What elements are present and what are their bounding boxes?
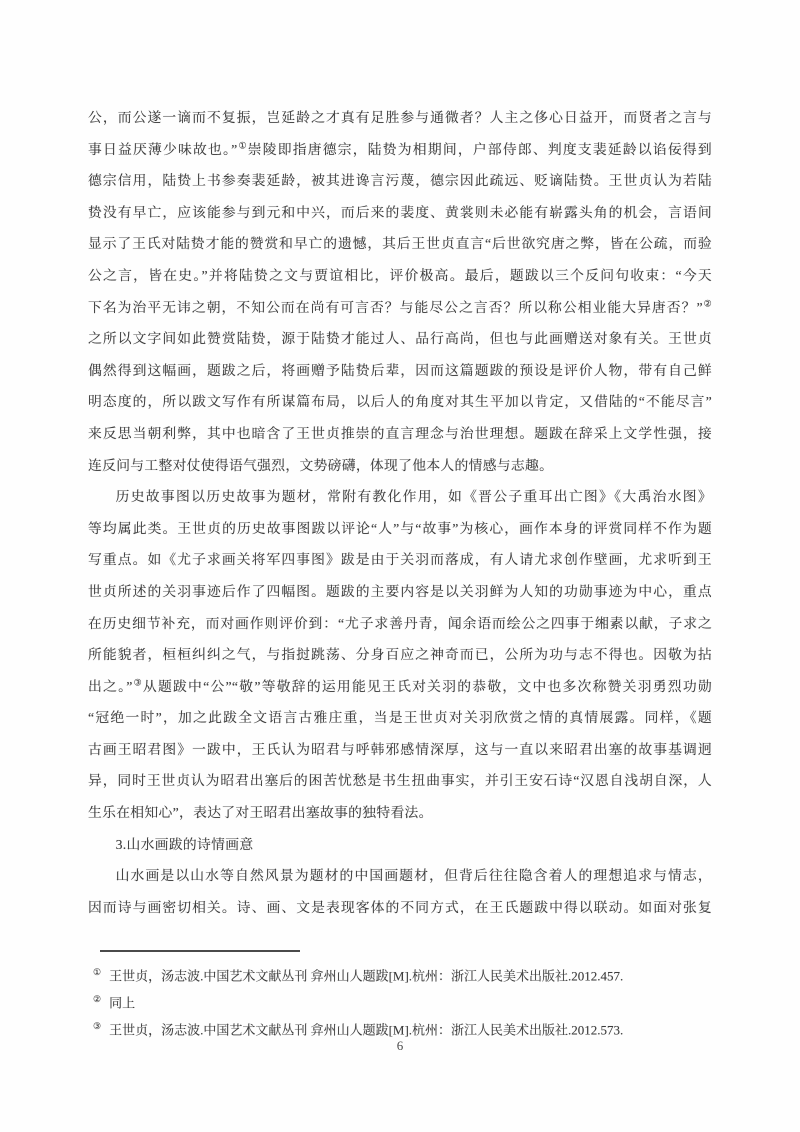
body-line: 生乐在相知心”，表达了对王昭君出塞故事的独特看法。 (88, 805, 433, 821)
body-line: 等均属此类。王世贞的历史故事图跋以评论“人”与“故事”为核心，画作本身的评赏同样不作为题 (88, 520, 712, 536)
body-line: 因而诗与画密切相关。诗、画、文是表现客体的不同方式，在王氏题跋中得以联动。如面对张复 (88, 899, 712, 915)
body-line: 偶然得到这幅画，题跋之后，将画赠予陆贽后辈，因而这篇题跋的预设是评价人物，带有自己鲜 (88, 362, 712, 378)
footnote-marker: ③ (93, 1020, 102, 1031)
body-text (88, 102, 712, 923)
body-line: 来反思当朝利弊，其中也暗含了王世贞推崇的直言理念与治世理想。题跋在辞采上文学性强，接 (88, 425, 712, 441)
body-line: 山水画是以山水等自然风景为题材的中国画题材，但背后往往隐含着人的理想追求与情志， (115, 868, 712, 884)
body-line: 显示了王氏对陆贽才能的赞赏和早亡的遗憾，其后王世贞直言“后世欲究唐之弊，皆在公疏，而验 (88, 236, 712, 252)
body-line: “冠绝一时”，加之此跋全文语言古雅庄重，当是王世贞对关羽欣赏之情的真情展露。同样，《题 (88, 710, 712, 726)
body-line: 世贞所述的关羽事迹后作了四幅图。题跋的主要内容是以关羽鲜为人知的功勋事迹为中心，重点 (88, 583, 712, 599)
section-heading: 3.山水画跋的诗情画意 (115, 836, 254, 852)
body-line: 历史故事图以历史故事为题材，常附有教化作用，如《晋公子重耳出亡图》《大禹治水图》 (115, 489, 712, 505)
body-line: 连反问与工整对仗使得语气强烈，文势磅礴，体现了他本人的情感与志趣。 (88, 457, 554, 473)
body-line: 下名为治平无讳之朝，不知公而在尚有可言否？与能尽公之言否？所以称公相业能大异唐否？”② (88, 297, 712, 315)
body-line: 古画王昭君图》一跋中，王氏认为昭君与呼韩邪感情深厚，这与一直以来昭君出塞的故事基调迥 (88, 741, 712, 757)
footnote-text: 王世贞，汤志波.中国艺术文献丛刊 弇州山人题跋[M].杭州：浙江人民美术出版社.2012.573. (109, 1021, 624, 1037)
footnote-text: 同上 (109, 995, 136, 1011)
body-line: 之所以文字间如此赞赏陆贽，源于陆贽才能过人、品行高尚，但也与此画赠送对象有关。王世贞 (88, 331, 712, 347)
body-line: 公，而公遂一谪而不复振，岂延龄之才真有足胜参与通微者？人主之侈心日益开，而贤者之言与 (88, 110, 712, 125)
body-line: 事日益厌薄少味故也。”①崇陵即指唐德宗，陆贽为相期间，户部侍郎、判度支裴延龄以谄佞得到 (88, 140, 712, 157)
body-line: 异，同时王世贞认为昭君出塞后的困苦忧愁是书生扭曲事实，并引王安石诗“汉恩自浅胡自深，人 (88, 773, 712, 789)
body-line: 在历史细节补充，而对画作则评价到：“尤子求善丹青，闻余语而绘公之四事于缃素以献，子求之 (88, 615, 712, 631)
footnote-marker: ① (93, 967, 102, 977)
footnote-marker: ② (93, 993, 102, 1004)
footnote-separator (100, 950, 300, 952)
footnote-text: 王世贞，汤志波.中国艺术文献丛刊 弇州山人题跋[M].杭州：浙江人民美术出版社.2012.457. (109, 968, 624, 984)
footnote-item (88, 961, 712, 988)
footnote-item (88, 988, 712, 1015)
body-line: 写重点。如《尤子求画关将军四事图》跋是由于关羽而落成，有人请尤求创作壁画，尤求听到王 (88, 552, 712, 568)
body-line: 所能貌者，桓桓纠纠之气，与指挝跳荡、分身百应之神奇而已，公所为功与志不得也。因敬为拈 (88, 647, 712, 663)
body-line: 贽没有早亡，应该能参与到元和中兴，而后来的裴度、黄裳则未必能有崭露头角的机会，言语间 (88, 204, 712, 220)
body-line: 德宗信用，陆贽上书参奏裴延龄，被其进谗言污蔑，德宗因此疏远、贬谪陆贽。王世贞认为若陆 (88, 173, 712, 189)
footnotes-section (88, 950, 712, 1041)
body-line: 公之言，皆在史。”并将陆贽之文与贾谊相比，评价极高。最后，题跋以三个反问句收束：“今天 (88, 267, 712, 283)
page-number: 6 (396, 1038, 404, 1053)
body-line: 出之。”③从题跋中“公”“敬”等敬辞的运用能见王氏对关羽的恭敬，文中也多次称赞关羽勇烈功勋 (88, 677, 712, 694)
body-line: 明态度的，所以跋文写作有所谋篇布局，以后人的角度对其生平加以肯定，又借陆的“不能尽言” (88, 394, 712, 410)
